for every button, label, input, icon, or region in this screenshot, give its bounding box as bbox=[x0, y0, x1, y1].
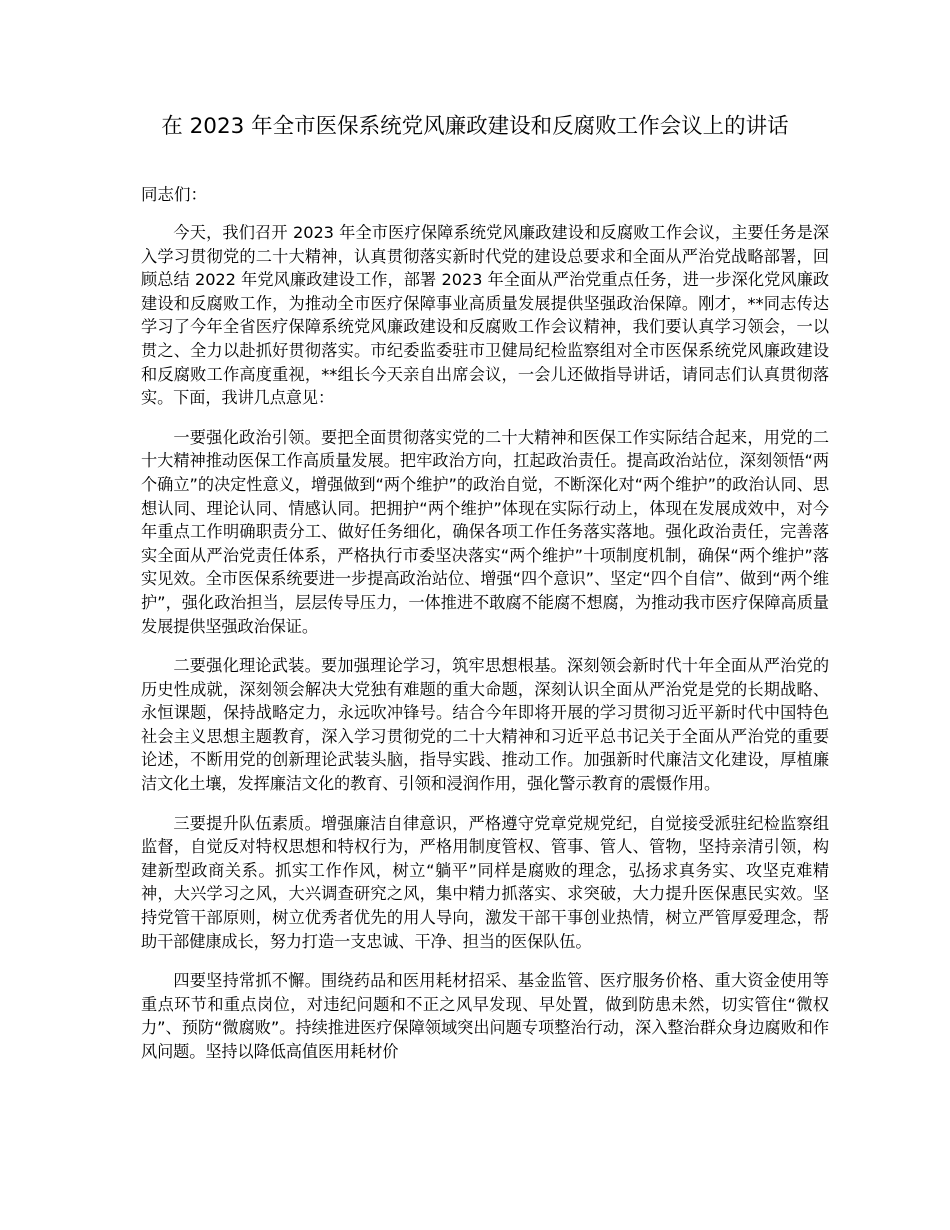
paragraph-team-quality: 三要提升队伍素质。增强廉洁自律意识，严格遵守党章党规党纪，自觉接受派驻纪检监察组监督，自觉反对特权思想和特权行为，严格用制度管权、管事、管人、管物，坚持亲清引领，构建新型政商关系。抓实工作作风，树立“躺平”同样是腐败的理念，弘扬求真务实、攻坚克难精神，大兴学习之风，大兴调查研究之风，集中精力抓落实、求突破，大力提升医保惠民实效。坚持党管干部原则，树立优秀者优先的用人导向，激发干部干事创业热情，树立严管厚爱理念，帮助干部健康成长，努力打造一支忠诚、干净、担当的医保队伍。 bbox=[141, 813, 829, 951]
document-body bbox=[141, 221, 829, 1080]
paragraph-political-guidance: 一要强化政治引领。要把全面贯彻落实党的二十大精神和医保工作实际结合起来，用党的二十大精神推动医保工作高质量发展。把牢政治方向，扛起政治责任。提高政治站位，深刻领悟“两个确立”的决定性意义，增强做到“两个维护”的政治自觉，不断深化对“两个维护”的政治认同、思想认同、理论认同、情感认同。把拥护“两个维护”体现在实际行动上，体现在发展成效中，对今年重点工作明确职责分工、做好任务细化，确保各项工作任务落实落地。强化政治责任，完善落实全面从严治党责任体系，严格执行市委坚决落实“两个维护”十项制度机制，确保“两个维护”落实见效。全市医保系统要进一步提高政治站位、增强“四个意识”、坚定“四个自信”、做到“两个维护”，强化政治担当，层层传导压力，一体推进不敢腐不能腐不想腐，为推动我市医疗保障高质量发展提供坚强政治保证。 bbox=[141, 427, 829, 636]
paragraph-opening: 今天，我们召开 2023 年全市医疗保障系统党风廉政建设和反腐败工作会议，主要任务是深入学习贯彻党的二十大精神，认真贯彻落实新时代党的建设总要求和全面从严治党战略部署，回顾总结 2022 年党风廉政建设工作，部署 2023 年全面从严治党重点任务，进一步深化党风廉政建设和反腐败工作，为推动全市医疗保障事业高质量发展提供坚强政治保障。刚才，**同志传达学习了今年全省医疗保障系统党风廉政建设和反腐败工作会议精神，我们要认真学习领会，一以贯之、全力以赴抓好贯彻落实。市纪委监委驻市卫健局纪检监察组对全市医保系统党风廉政建设和反腐败工作高度重视，**组长今天亲自出席会议，一会儿还做指导讲话，请同志们认真贯彻落实。下面，我讲几点意见： bbox=[141, 223, 829, 408]
salutation: 同志们： bbox=[141, 185, 207, 204]
document-title: 在 2023 年全市医保系统党风廉政建设和反腐败工作会议上的讲话 bbox=[161, 114, 789, 139]
paragraph-persistent-effort: 四要坚持常抓不懈。围绕药品和医用耗材招采、基金监管、医疗服务价格、重大资金使用等重点环节和重点岗位，对违纪问题和不正之风早发现、早处置，做到防患未然，切实管住“微权力”、预防“微腐败”。持续推进医疗保障领域突出问题专项整治行动，深入整治群众身边腐败和作风问题。坚持以降低高值医用耗材价 bbox=[141, 971, 829, 1061]
paragraph-theoretical-study: 二要强化理论武装。要加强理论学习，筑牢思想根基。深刻领会新时代十年全面从严治党的历史性成就，深刻领会解决大党独有难题的重大命题，深刻认识全面从严治党是党的长期战略、永恒课题，保持战略定力，永远吹冲锋号。结合今年即将开展的学习贯彻习近平新时代中国特色社会主义思想主题教育，深入学习贯彻党的二十大精神和习近平总书记关于全面从严治党的重要论述，不断用党的创新理论武装头脑，指导实践、推动工作。加强新时代廉洁文化建设，厚植廉洁文化土壤，发挥廉洁文化的教育、引领和浸润作用，强化警示教育的震慑作用。 bbox=[141, 656, 829, 794]
